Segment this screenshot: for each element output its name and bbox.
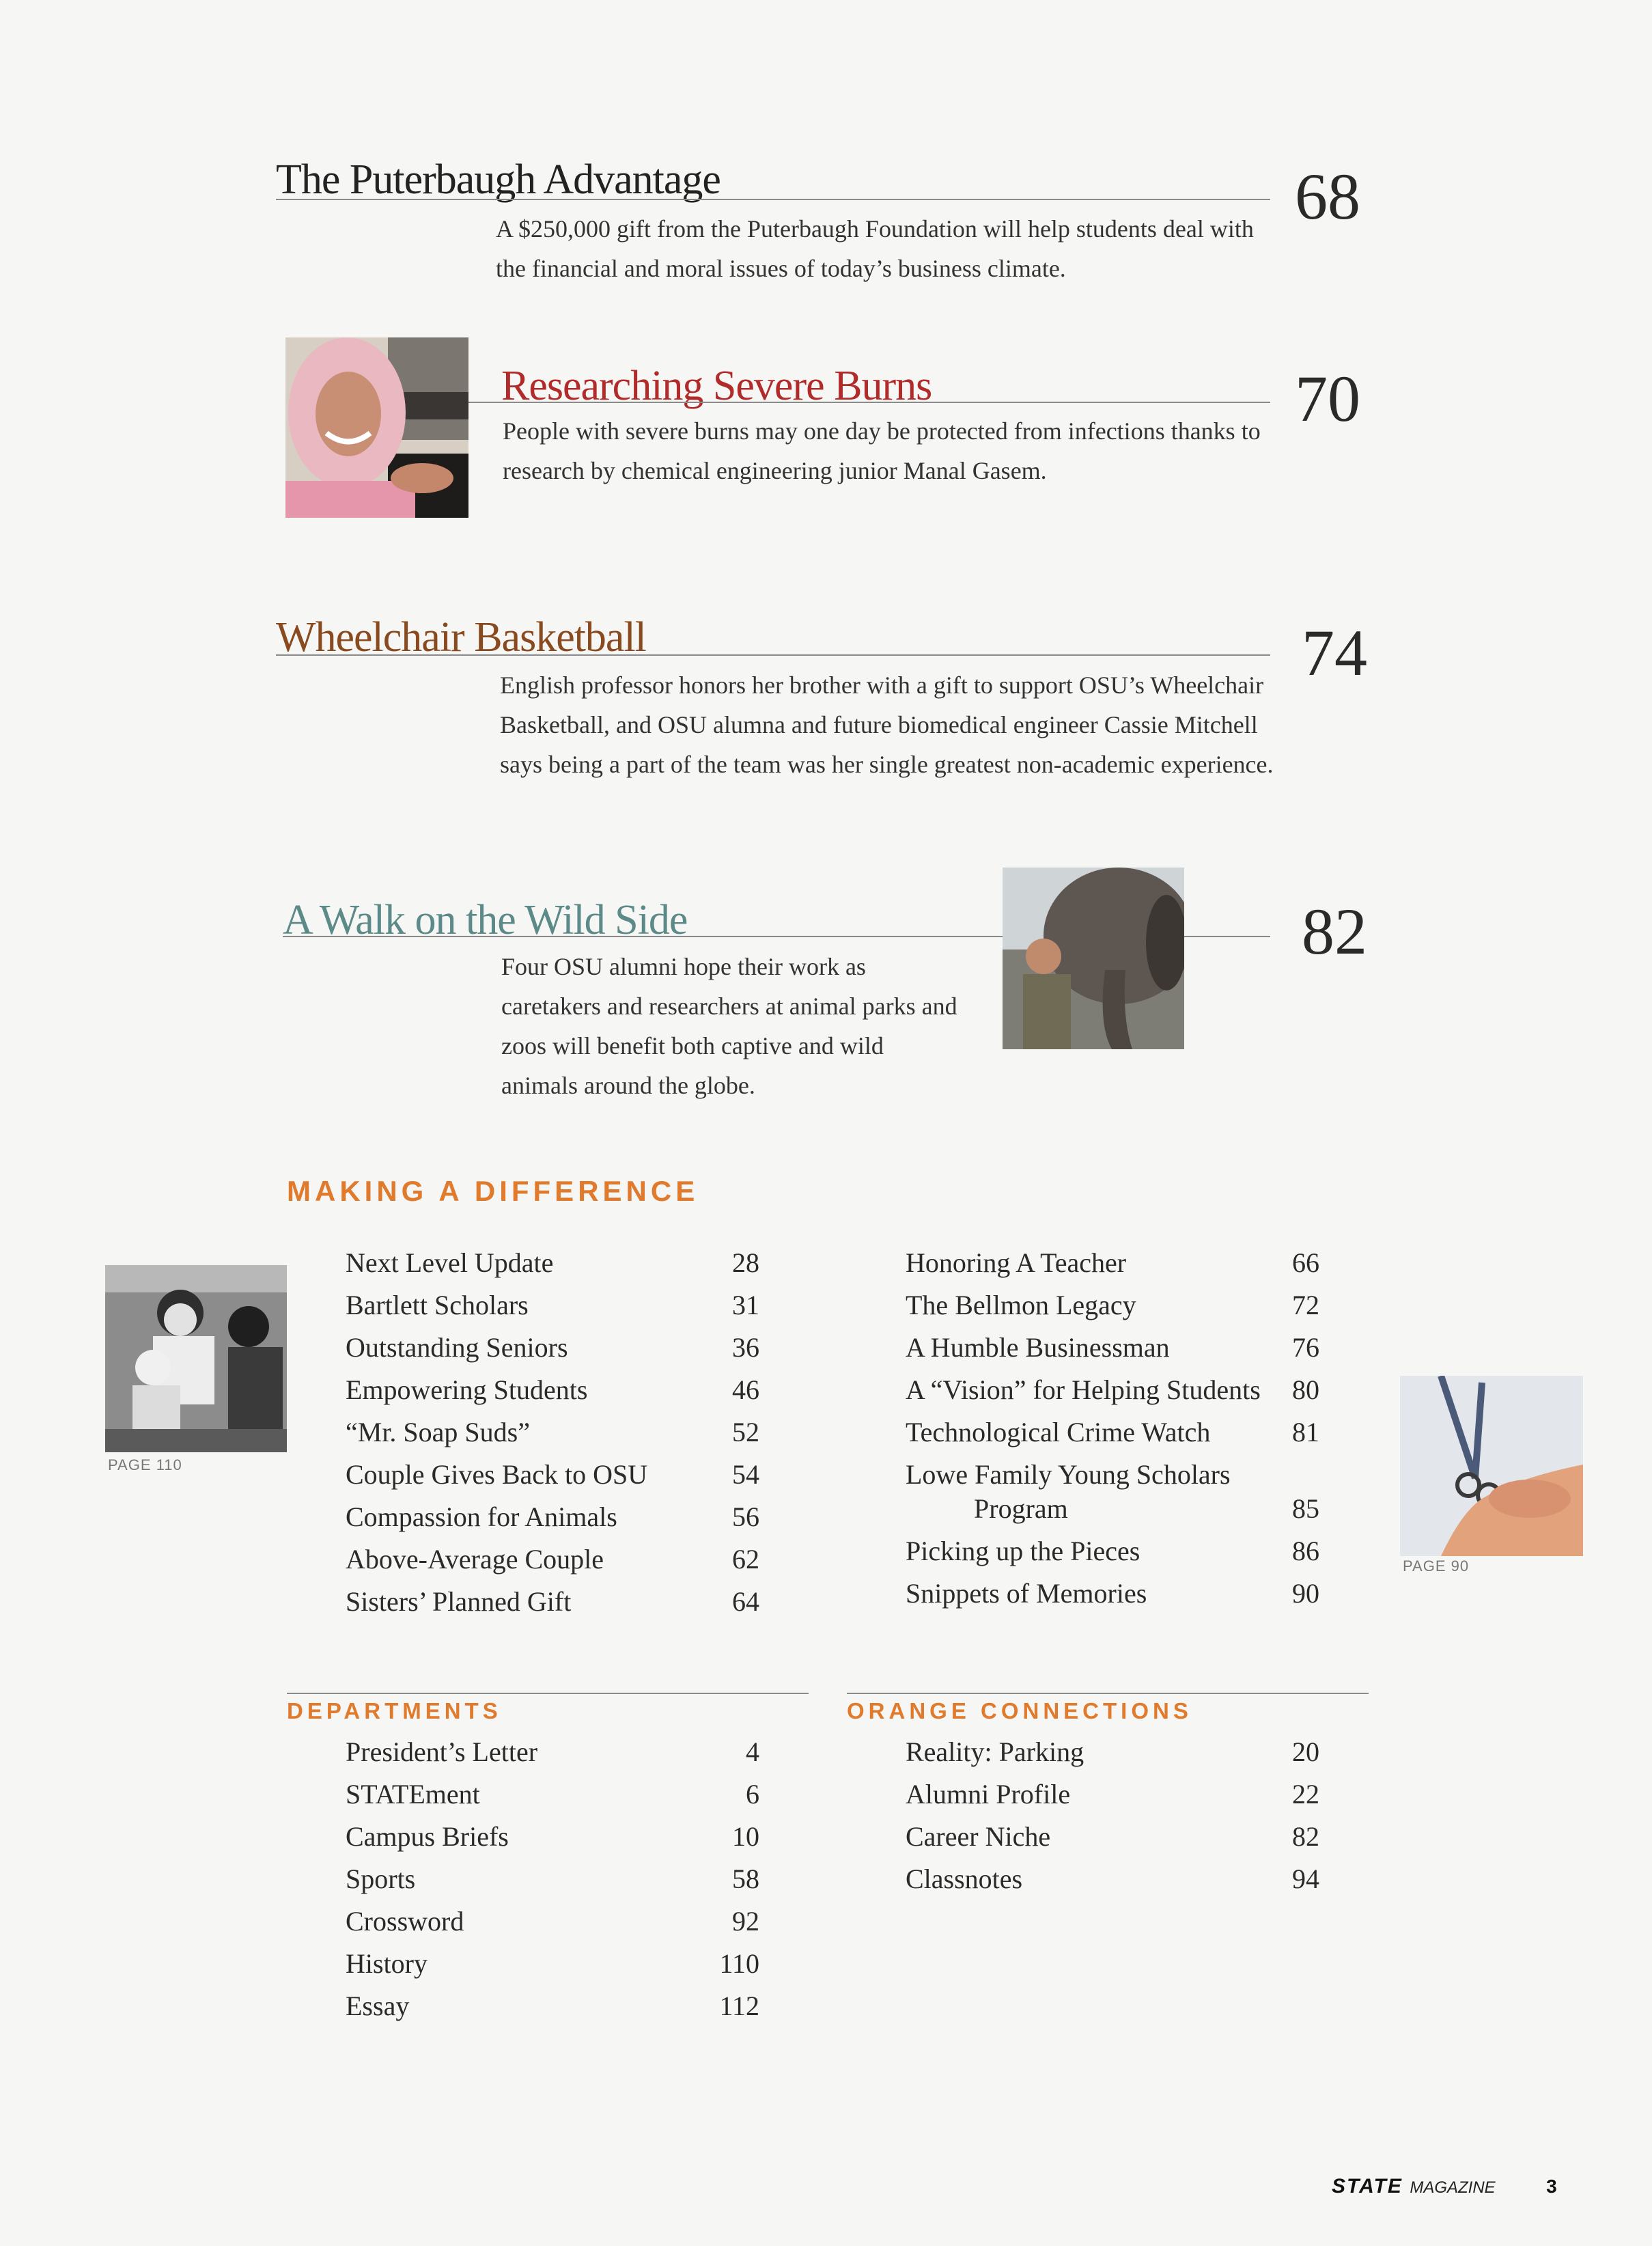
photo-caption: PAGE 90	[1403, 1557, 1470, 1575]
photo-caption: PAGE 110	[108, 1456, 182, 1473]
toc-entry-page: 64	[732, 1586, 759, 1617]
toc-entry-page: 4	[746, 1736, 759, 1767]
toc-entry-page: 86	[1292, 1536, 1319, 1566]
page-number: 3	[1546, 2176, 1557, 2197]
toc-entry[interactable]	[346, 1731, 759, 1773]
toc-entry-label: Sisters’ Planned Gift	[346, 1586, 572, 1617]
toc-entry-page: 52	[732, 1417, 759, 1447]
toc-entry-label: Alumni Profile	[906, 1779, 1071, 1810]
feature-description: English professor honors her brother with a gift to support OSU’s Wheelchair Basketball, and OSU alumna and future biomedical engineer Cassie Mitchell says being a part of the team was her single greatest non-academic experience.	[500, 671, 1274, 778]
toc-entry-label: STATEment	[346, 1779, 480, 1810]
feature-title[interactable]: Wheelchair Basketball	[276, 614, 646, 661]
toc-entry[interactable]	[346, 1454, 759, 1496]
toc-entry[interactable]	[906, 1731, 1319, 1773]
toc-entry-page: 72	[1292, 1290, 1319, 1320]
toc-entry[interactable]	[346, 1858, 759, 1900]
toc-entry[interactable]	[906, 1411, 1319, 1454]
feature-title[interactable]: The Puterbaugh Advantage	[276, 156, 720, 203]
toc-entry-page: 28	[732, 1247, 759, 1278]
toc-entry-page: 94	[1292, 1863, 1319, 1894]
toc-entry-label: Empowering Students	[346, 1374, 588, 1405]
title-rule	[468, 402, 1270, 403]
section-heading-making-a-difference: MAKING A DIFFERENCE	[287, 1175, 699, 1207]
toc-entry-page: 82	[1292, 1821, 1319, 1852]
toc-entry-label: History	[346, 1948, 428, 1979]
toc-entry-page: 85	[1292, 1493, 1319, 1524]
title-rule	[276, 654, 1270, 656]
toc-entry[interactable]	[346, 1411, 759, 1454]
toc-entry-label: Lowe Family Young Scholars	[906, 1459, 1231, 1490]
toc-entry-label: Compassion for Animals	[346, 1501, 617, 1532]
toc-entry-label: Bartlett Scholars	[346, 1290, 529, 1320]
toc-entry-label: Crossword	[346, 1906, 464, 1937]
toc-entry-page: 6	[746, 1779, 759, 1810]
toc-entry-label: Reality: Parking	[906, 1736, 1084, 1767]
toc-entry-page: 112	[719, 1991, 759, 2021]
toc-entry-page: 22	[1292, 1779, 1319, 1810]
toc-entry[interactable]	[346, 1900, 759, 1943]
section-heading-departments: DEPARTMENTS	[287, 1698, 502, 1723]
toc-entry-label: Technological Crime Watch	[906, 1417, 1211, 1447]
toc-entry[interactable]	[346, 1327, 759, 1369]
toc-entry[interactable]	[346, 1538, 759, 1581]
toc-entry-label: Essay	[346, 1991, 410, 2021]
toc-entry-label: Couple Gives Back to OSU	[346, 1459, 648, 1490]
toc-entry[interactable]	[906, 1284, 1319, 1327]
toc-entry[interactable]	[346, 1985, 759, 2027]
toc-entry[interactable]	[906, 1572, 1319, 1615]
toc-entry-label: Classnotes	[906, 1863, 1023, 1894]
toc-entry-page: 81	[1292, 1417, 1319, 1447]
toc-entry-label: Next Level Update	[346, 1247, 554, 1278]
toc-entry-page: 54	[732, 1459, 759, 1490]
scissors-photo	[1400, 1376, 1583, 1556]
toc-entry[interactable]	[346, 1943, 759, 1985]
toc-entry[interactable]	[906, 1369, 1319, 1411]
toc-entry-page: 76	[1292, 1332, 1319, 1363]
toc-entry[interactable]	[346, 1816, 759, 1858]
toc-entry-label: A Humble Businessman	[906, 1332, 1170, 1363]
toc-entry[interactable]	[906, 1773, 1319, 1816]
toc-entry-page: 80	[1292, 1374, 1319, 1405]
orange-connections-list	[906, 1731, 1319, 1909]
toc-entry[interactable]	[906, 1242, 1319, 1284]
toc-entry-label: The Bellmon Legacy	[906, 1290, 1136, 1320]
toc-entry-label: President’s Letter	[346, 1736, 538, 1767]
toc-entry-page: 110	[719, 1948, 759, 1979]
section-heading-orange-connections: ORANGE CONNECTIONS	[847, 1698, 1192, 1723]
title-rule	[276, 199, 1270, 200]
feature-page-number: 82	[1302, 895, 1367, 968]
toc-entry-label: Career Niche	[906, 1821, 1051, 1852]
toc-entry[interactable]	[346, 1369, 759, 1411]
making-a-difference-left-list	[346, 1242, 759, 1624]
elephant-photo	[1003, 868, 1184, 1049]
toc-entry-page: 10	[732, 1821, 759, 1852]
feature-description: A $250,000 gift from the Puterbaugh Foundation will help students deal with the financial and moral issues of today’s business climate.	[496, 215, 1254, 282]
departments-rule	[287, 1693, 809, 1694]
toc-entry[interactable]	[346, 1496, 759, 1538]
departments-list	[346, 1731, 759, 2032]
feature-page-number: 70	[1295, 362, 1360, 435]
toc-entry-page: 58	[732, 1863, 759, 1894]
toc-entry-page: 66	[1292, 1247, 1319, 1278]
magazine-brand-logo: STATE	[1332, 2175, 1403, 2198]
feature-title[interactable]: A Walk on the Wild Side	[283, 897, 688, 943]
toc-entry-page: 20	[1292, 1736, 1319, 1767]
toc-entry[interactable]	[906, 1454, 1319, 1522]
magazine-label: MAGAZINE	[1410, 2178, 1496, 2197]
footer	[1332, 2175, 1557, 2202]
toc-entry-label: Snippets of Memories	[906, 1578, 1147, 1609]
toc-entry-label: “Mr. Soap Suds”	[346, 1417, 530, 1447]
feature-title[interactable]: Researching Severe Burns	[501, 363, 932, 409]
toc-entry-page: 46	[732, 1374, 759, 1405]
making-a-difference-right-list	[906, 1242, 1319, 1624]
toc-entry[interactable]	[906, 1327, 1319, 1369]
toc-entry[interactable]	[906, 1858, 1319, 1900]
orange-connections-rule	[847, 1693, 1369, 1694]
toc-entry[interactable]	[346, 1773, 759, 1816]
toc-entry[interactable]	[346, 1242, 759, 1284]
toc-entry-page: 56	[732, 1501, 759, 1532]
feature-description: Four OSU alumni hope their work as caretakers and researchers at animal parks and zoos will benefit both captive and wild animals around the globe.	[501, 953, 957, 1099]
feature-page-number: 68	[1295, 160, 1360, 233]
toc-entry[interactable]	[906, 1816, 1319, 1858]
toc-entry[interactable]	[346, 1581, 759, 1623]
toc-entry-page: 36	[732, 1332, 759, 1363]
family-photo	[105, 1265, 287, 1452]
toc-entry[interactable]	[906, 1530, 1319, 1572]
student-researcher-photo	[285, 337, 468, 518]
toc-entry[interactable]	[346, 1284, 759, 1327]
toc-entry-page: 90	[1292, 1578, 1319, 1609]
toc-entry-label: Sports	[346, 1863, 416, 1894]
feature-page-number: 74	[1302, 616, 1367, 689]
feature-description: People with severe burns may one day be protected from infections thanks to research by chemical engineering junior Manal Gasem.	[503, 417, 1261, 484]
toc-entry-label: Picking up the Pieces	[906, 1536, 1140, 1566]
toc-entry-label: A “Vision” for Helping Students	[906, 1374, 1261, 1405]
toc-entry-page: 92	[732, 1906, 759, 1937]
toc-entry-label: Honoring A Teacher	[906, 1247, 1127, 1278]
toc-entry-label: Campus Briefs	[346, 1821, 509, 1852]
toc-entry-page: 62	[732, 1544, 759, 1575]
toc-entry-label: Outstanding Seniors	[346, 1332, 568, 1363]
toc-entry-label-continued: Program	[974, 1493, 1068, 1524]
toc-entry-page: 31	[732, 1290, 759, 1320]
toc-entry-label: Above-Average Couple	[346, 1544, 604, 1575]
